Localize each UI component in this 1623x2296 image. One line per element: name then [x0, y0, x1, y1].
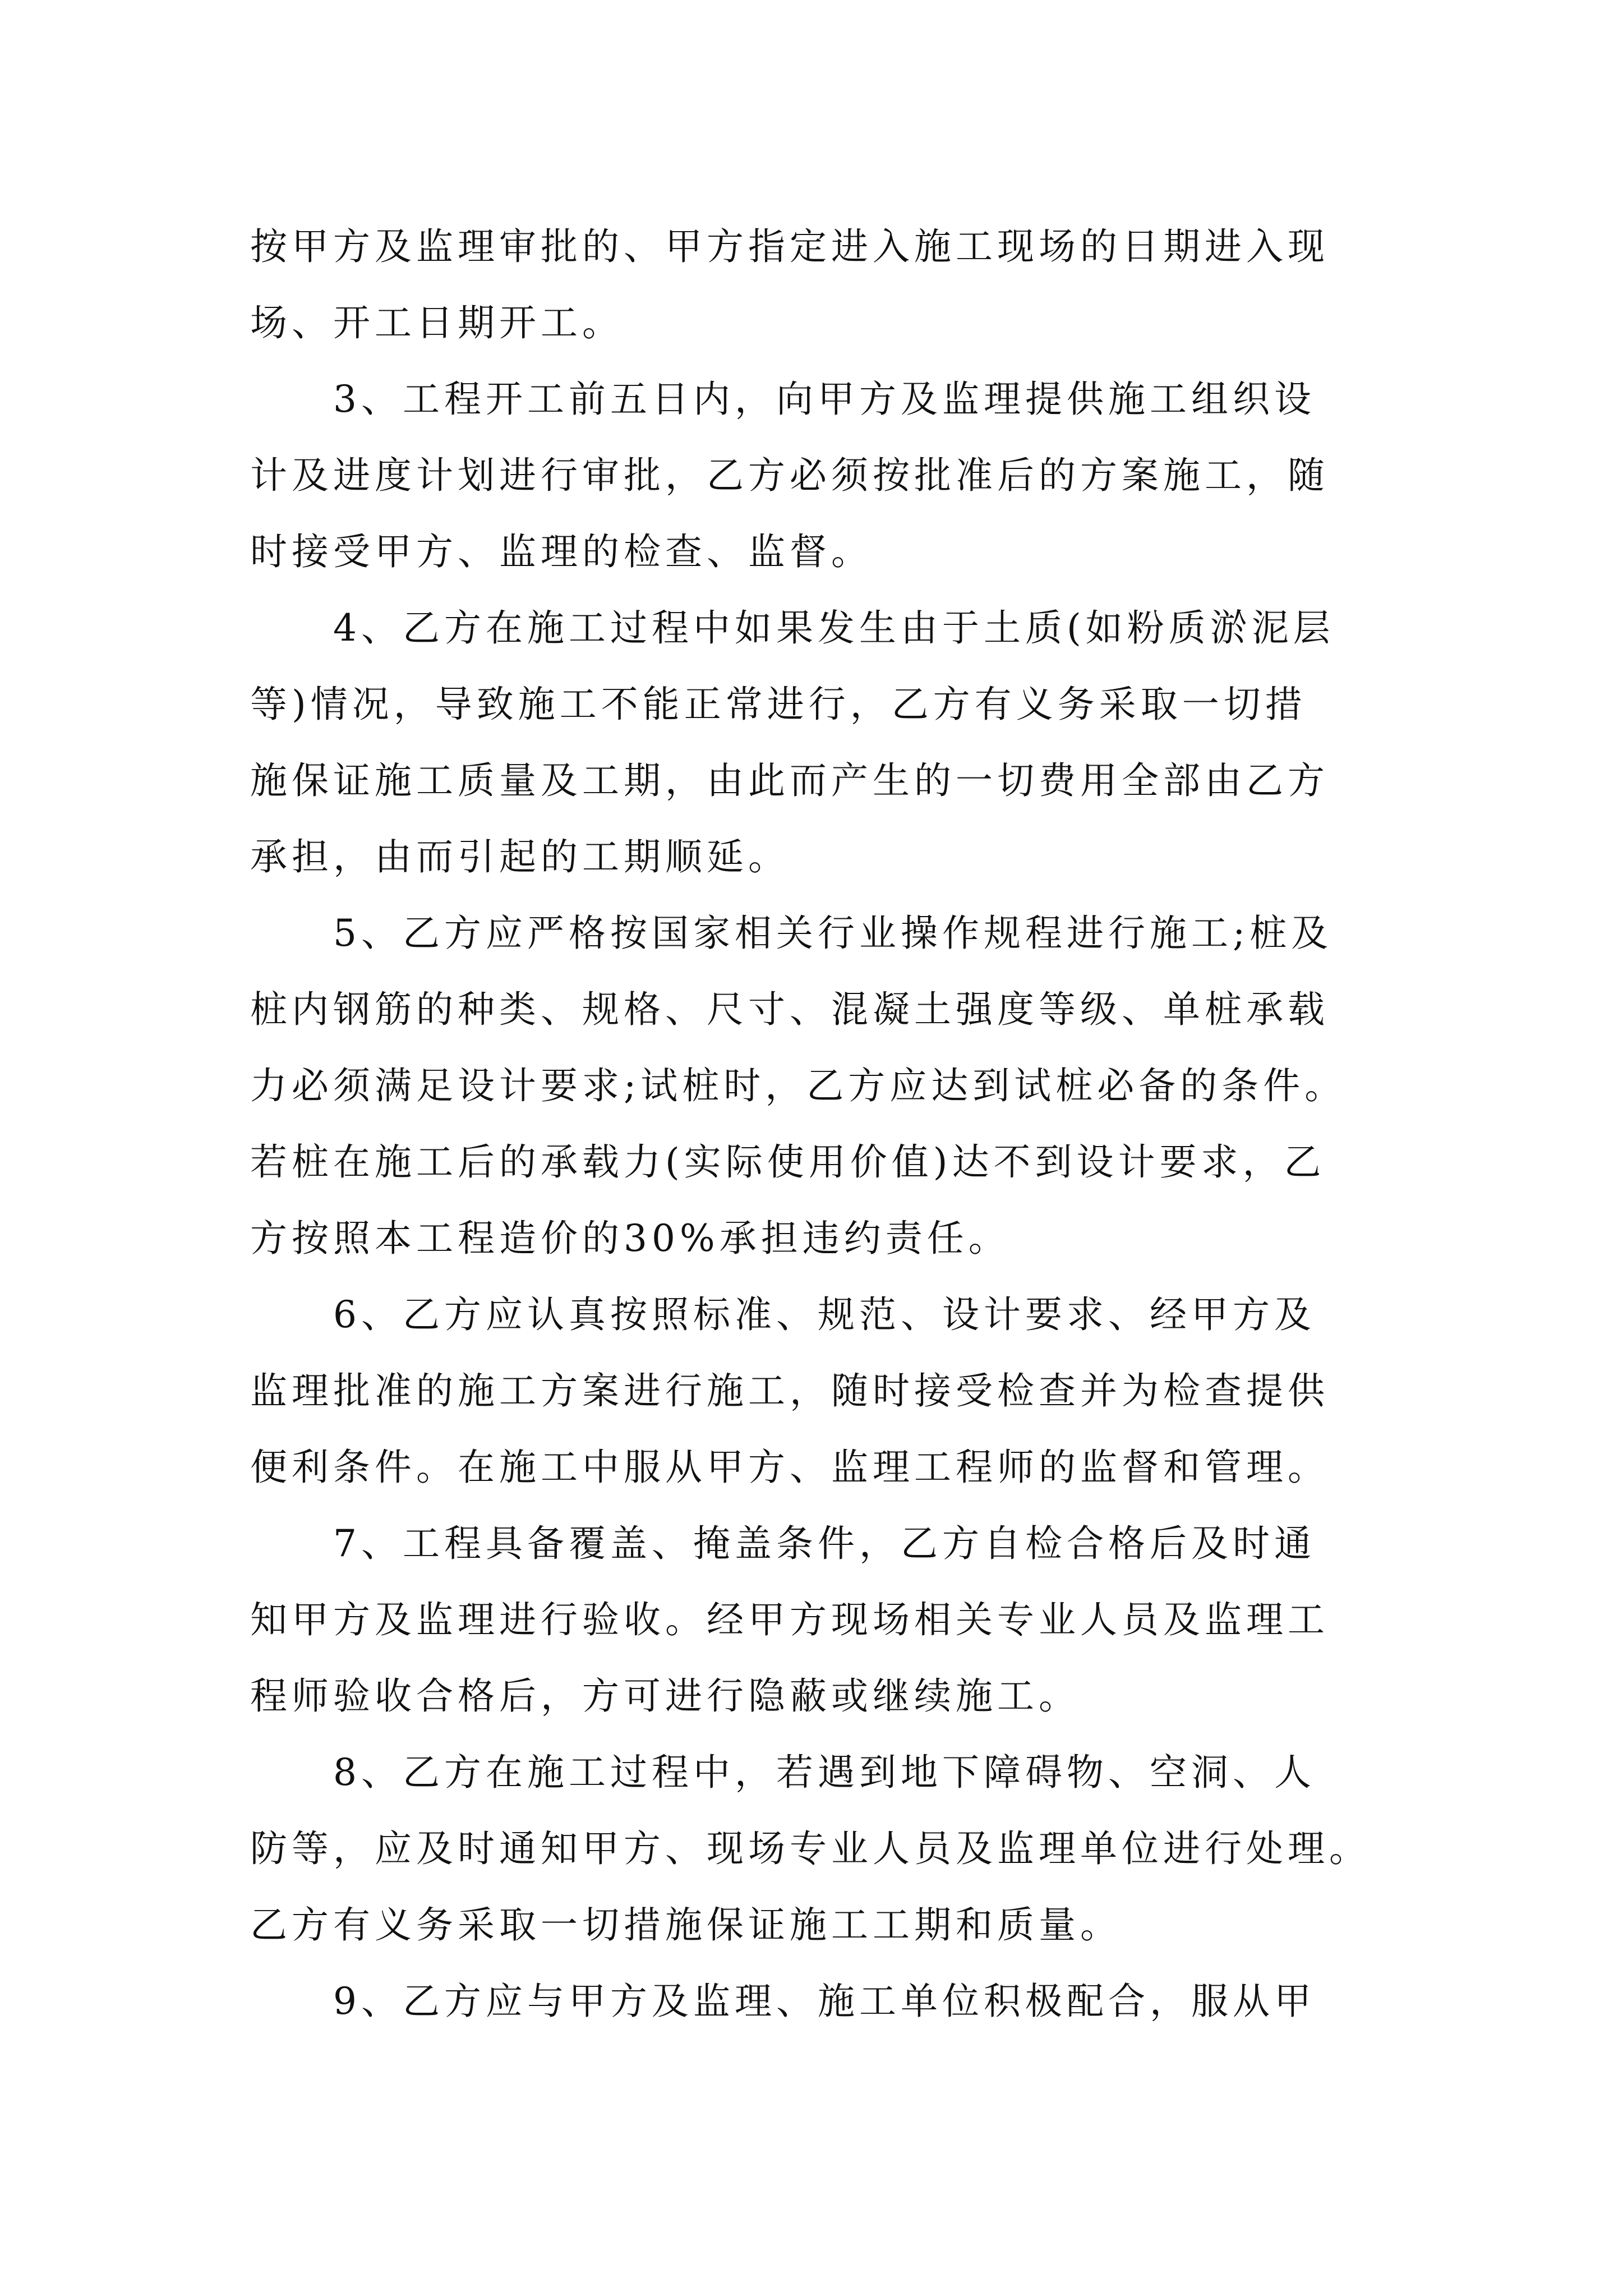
text-line: 6、乙方应认真按照标准、规范、设计要求、经甲方及 — [333, 1293, 1316, 1336]
text-line: 程师验收合格后，方可进行隐蔽或继续施工。 — [250, 1674, 1080, 1718]
text-line: 4、乙方在施工过程中如果发生由于土质(如粉质淤泥层 — [333, 606, 1335, 650]
text-line: 计及进度计划进行审批，乙方必须按批准后的方案施工，随 — [250, 454, 1329, 497]
text-line: 桩内钢筋的种类、规格、尺寸、混凝土强度等级、单桩承载 — [250, 988, 1329, 1031]
text-line: 3、工程开工前五日内，向甲方及监理提供施工组织设 — [333, 378, 1316, 421]
text-line: 9、乙方应与甲方及监理、施工单位积极配合，服从甲 — [333, 1980, 1316, 2023]
text-line: 方按照本工程造价的30%承担违约责任。 — [250, 1217, 1010, 1260]
text-line: 承担，由而引起的工期顺延。 — [250, 835, 790, 878]
contract-body-text — [250, 209, 1383, 2040]
text-line: 7、工程具备覆盖、掩盖条件，乙方自检合格后及时通 — [333, 1522, 1316, 1565]
text-line: 监理批准的施工方案进行施工，随时接受检查并为检查提供 — [250, 1369, 1329, 1412]
text-line: 8、乙方在施工过程中，若遇到地下障碍物、空洞、人 — [333, 1751, 1316, 1794]
text-line: 等)情况，导致施工不能正常进行，乙方有义务采取一切措 — [250, 683, 1307, 726]
text-line: 防等，应及时通知甲方、现场专业人员及监理单位进行处理。 — [250, 1827, 1371, 1870]
text-line: 乙方有义务采取一切措施保证施工工期和质量。 — [250, 1903, 1122, 1947]
text-line: 时接受甲方、监理的检查、监督。 — [250, 530, 873, 573]
text-line: 施保证施工质量及工期，由此而产生的一切费用全部由乙方 — [250, 759, 1329, 802]
text-line: 力必须满足设计要求;试桩时，乙方应达到试桩必备的条件。 — [250, 1064, 1347, 1107]
text-line: 按甲方及监理审批的、甲方指定进入施工现场的日期进入现 — [250, 225, 1329, 268]
text-line: 便利条件。在施工中服从甲方、监理工程师的监督和管理。 — [250, 1446, 1329, 1489]
text-line: 知甲方及监理进行验收。经甲方现场相关专业人员及监理工 — [250, 1598, 1329, 1641]
text-line: 场、开工日期开工。 — [250, 301, 624, 344]
text-line: 若桩在施工后的承载力(实际使用价值)达不到设计要求，乙 — [250, 1140, 1326, 1184]
text-line: 5、乙方应严格按国家相关行业操作规程进行施工;桩及 — [333, 912, 1333, 955]
